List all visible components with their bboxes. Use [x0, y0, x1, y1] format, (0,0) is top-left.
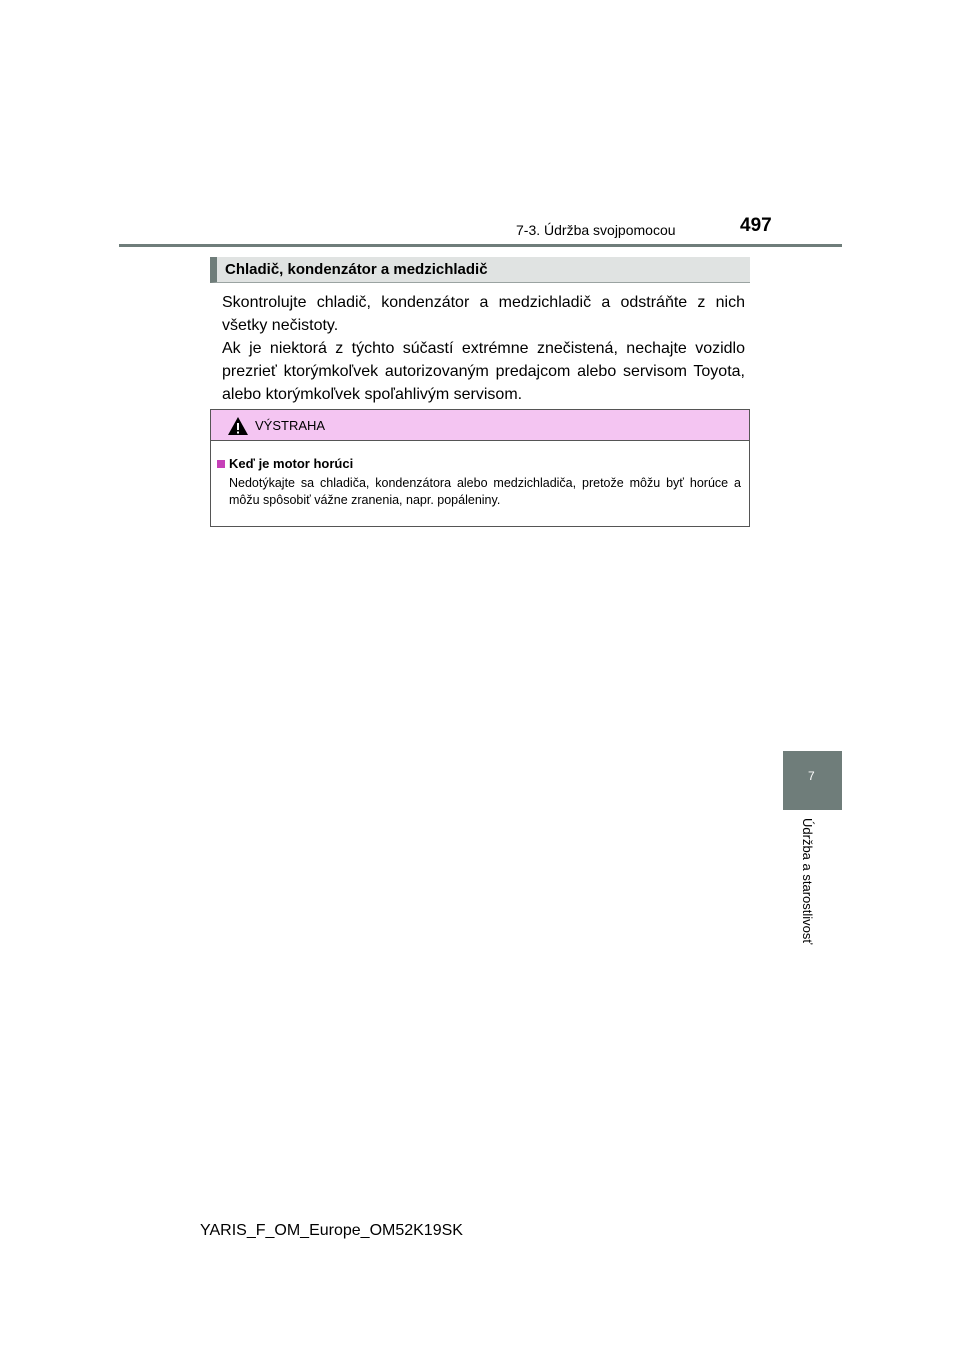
body-text [222, 291, 745, 406]
header-section-title: 7-3. Údržba svojpomocou [516, 222, 676, 238]
section-heading-text: Chladič, kondenzátor a medzichladič [225, 261, 488, 278]
warning-item-title [217, 456, 353, 471]
warning-title: VÝSTRAHA [255, 418, 326, 433]
header-rule [119, 244, 842, 247]
chapter-tab [783, 751, 842, 810]
warning-item-text: Nedotýkajte sa chladiča, kondenzátora alebo medzichladiča, pretože môžu byť horúce a môžu spôsobiť vážne zranenia, napr. popáleniny. [229, 476, 741, 507]
footer-code: YARIS_F_OM_Europe_OM52K19SK [200, 1222, 463, 1239]
warning-triangle-icon [227, 416, 249, 436]
chapter-title: Údržba a starostlivosť [800, 818, 815, 945]
warning-box [210, 409, 750, 527]
warning-item-title-text: Keď je motor horúci [229, 456, 354, 471]
warning-header [211, 410, 749, 441]
section-heading [210, 257, 750, 283]
page-number: 497 [740, 215, 772, 236]
paragraph: Skontrolujte chladič, kondenzátor a medzichladič a odstráňte z nich všetky nečistoty. [222, 294, 745, 334]
bullet-square-icon [217, 460, 225, 468]
paragraph: Ak je niektorá z týchto súčastí extrémne znečistená, nechajte vozidlo prezrieť ktorýmkoľvek autorizovaným predajcom alebo servisom Toyota, alebo ktorýmkoľvek spoľahlivým servisom. [222, 340, 745, 403]
chapter-number: 7 [808, 769, 815, 783]
